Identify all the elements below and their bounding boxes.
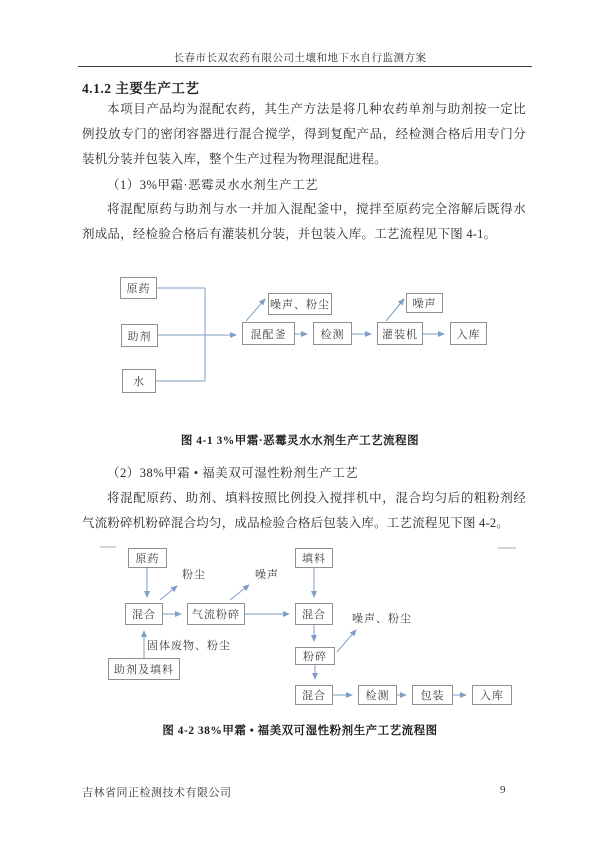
fig2-label-noise-dust: 噪声、粉尘 (352, 613, 412, 625)
fig2-node-filler: 填料 (295, 548, 333, 568)
figure-4-1-caption: 图 4-1 3%甲霜·恶霉灵水水剂生产工艺流程图 (180, 435, 420, 447)
fig1-node-mixing-kettle: 混配釜 (242, 322, 295, 345)
footer-page-number: 9 (500, 784, 506, 796)
fig2-node-packing: 包装 (412, 685, 453, 705)
fig1-node-raw-material: 原药 (120, 277, 157, 299)
subsection-2-heading: （2）38%甲霜 • 福美双可湿性粉剂生产工艺 (107, 466, 359, 480)
page-header-title: 长春市长双农药有限公司土壤和地下水自行监测方案 (173, 53, 427, 64)
fig2-node-warehouse: 入库 (472, 685, 512, 705)
paragraph-process-2: 将混配原药、助剂、填料按照比例投入搅拌机中，混合均匀后的粗粉剂经气流粉碎机粉碎混合均匀，成品检验合格后包装入库。工艺流程见下图 4-2。 (82, 491, 526, 530)
fig1-node-noise-dust: 噪声、粉尘 (268, 293, 332, 315)
scan-artifact (498, 547, 516, 549)
fig2-node-mix-3: 混合 (295, 685, 333, 705)
fig2-node-raw-material: 原药 (128, 548, 167, 568)
fig2-node-mix-1: 混合 (125, 603, 163, 625)
fig2-node-adjuvant-filler: 助剂及填料 (108, 658, 180, 680)
fig1-node-adjuvant: 助剂 (121, 324, 158, 347)
footer-company: 吉林省同正检测技术有限公司 (82, 787, 232, 799)
fig2-node-crushing: 粉碎 (295, 647, 335, 665)
flowchart-figure-4-1 (0, 270, 600, 420)
fig1-node-warehouse: 入库 (450, 322, 487, 345)
fig2-label-noise: 噪声 (255, 569, 279, 581)
flowchart-figure-4-2 (0, 540, 600, 720)
scan-artifact (100, 546, 116, 548)
fig1-node-water: 水 (122, 369, 156, 393)
fig1-node-filling-machine: 灌装机 (377, 322, 423, 345)
figure-4-2-caption: 图 4-2 38%甲霜 • 福美双可湿性粉剂生产工艺流程图 (162, 725, 438, 737)
fig1-node-noise: 噪声 (406, 293, 443, 313)
paragraph-intro: 本项目产品均为混配农药，其生产方法是将几种农药单剂与助剂按一定比例投放专门的密闭容器进行混合搅学，得到复配产品，经检测合格后用专门分装机分装并包装入库，整个生产过程为物理混配进程。 (82, 102, 526, 166)
paragraph-process-1: 将混配原药与助剂与水一并加入混配釜中，搅拌至原药完全溶解后既得水剂成品，经检验合格后有灌装机分装，并包装入库。工艺流程见下图 4-1。 (82, 202, 526, 241)
fig2-node-jet-milling: 气流粉碎 (187, 603, 245, 625)
fig2-label-dust: 粉尘 (182, 569, 206, 581)
header-rule (78, 66, 532, 67)
subsection-1-heading: （1）3%甲霜·恶霉灵水水剂生产工艺 (107, 178, 319, 192)
section-heading: 4.1.2 主要生产工艺 (82, 81, 200, 96)
fig2-node-inspection: 检测 (358, 685, 397, 705)
fig2-label-solid-waste-dust: 固体废物、粉尘 (147, 640, 231, 652)
fig1-node-inspection: 检测 (313, 322, 352, 345)
fig2-node-mix-2: 混合 (295, 603, 333, 625)
